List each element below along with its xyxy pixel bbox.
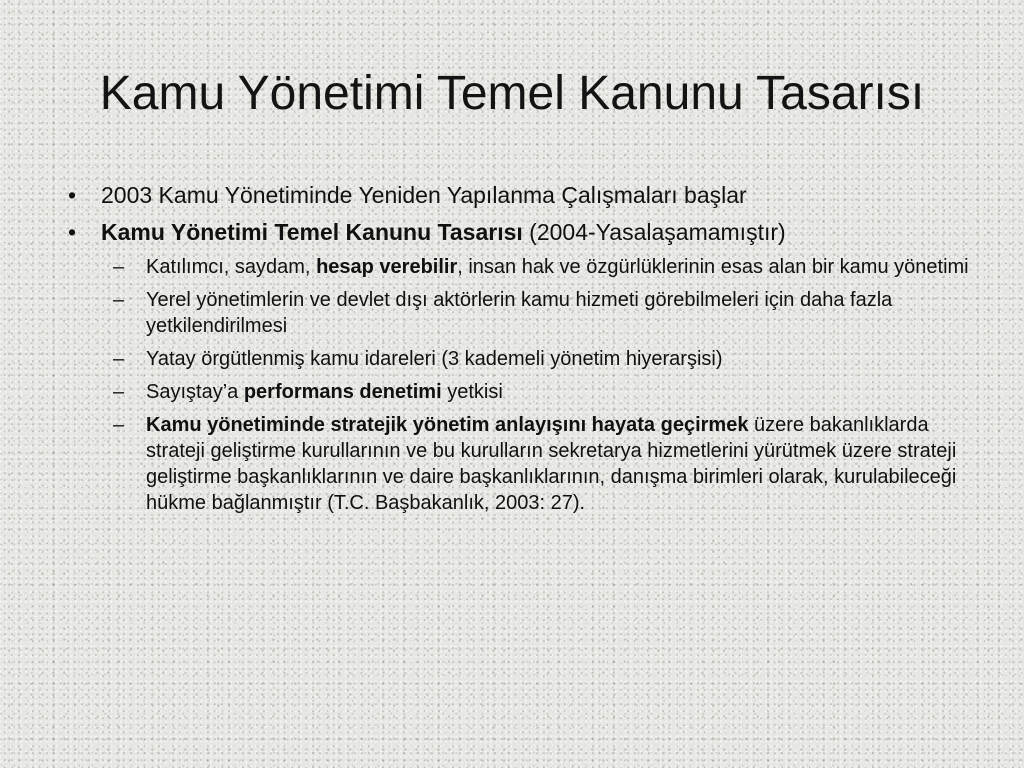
sub-bullet-item	[62, 379, 972, 405]
slide-title: Kamu Yönetimi Temel Kanunu Tasarısı	[99, 67, 925, 120]
bullet-item	[62, 180, 972, 210]
sub-bullet-text: Sayıştay’a	[146, 381, 244, 403]
sub-bullet-marker: –	[113, 256, 125, 278]
bullet-marker: •	[67, 219, 77, 245]
sub-bullet-marker: –	[113, 381, 125, 403]
sub-bullet-bold-text: performans denetimi	[243, 381, 442, 403]
bullet-item	[62, 217, 972, 247]
sub-bullet-bold-text: Kamu yönetiminde stratejik yönetim anlayışını hayata geçirmek	[146, 414, 749, 436]
sub-bullet-marker: –	[113, 414, 125, 436]
sub-bullet-item	[62, 412, 972, 516]
sub-bullet-item	[62, 346, 972, 372]
sub-bullet-item	[62, 287, 972, 339]
bullet-marker: •	[67, 182, 77, 208]
sub-bullet-text: , insan hak ve özgürlüklerinin esas alan bir kamu yönetimi	[457, 256, 969, 278]
sub-bullet-item	[62, 254, 972, 280]
sub-bullet-marker: –	[113, 289, 125, 311]
bullet-bold-text: Kamu Yönetimi Temel Kanunu Tasarısı	[101, 219, 523, 245]
bullet-text: (2004-Yasalaşamamıştır)	[522, 219, 786, 245]
sub-bullet-bold-text: hesap verebilir	[316, 256, 458, 278]
slide-content	[62, 180, 972, 523]
sub-bullet-text: Katılımcı, saydam,	[146, 256, 317, 278]
sub-bullet-text: üzere bakanlıklarda strateji geliştirme kurullarının ve bu kurulların sekretarya hizmetlerini yürütmek üzere strateji geliştirme başkanlıklarının ve daire başkanlıklarının, danışma birimleri olarak, kurulabileceği hükme bağlanmıştır (T.C. Başbakanlık, 2003: 27).	[146, 414, 957, 514]
sub-bullet-text: Yatay örgütlenmiş kamu idareleri (3 kademeli yönetim hiyerarşisi)	[146, 348, 723, 370]
sub-bullet-marker: –	[113, 348, 125, 370]
bullet-text: 2003 Kamu Yönetiminde Yeniden Yapılanma Çalışmaları başlar	[101, 182, 747, 208]
sub-bullet-text: Yerel yönetimlerin ve devlet dışı aktörlerin kamu hizmeti görebilmeleri için daha fazla yetkilendirilmesi	[146, 289, 893, 337]
sub-bullet-text: yetkisi	[441, 381, 503, 403]
